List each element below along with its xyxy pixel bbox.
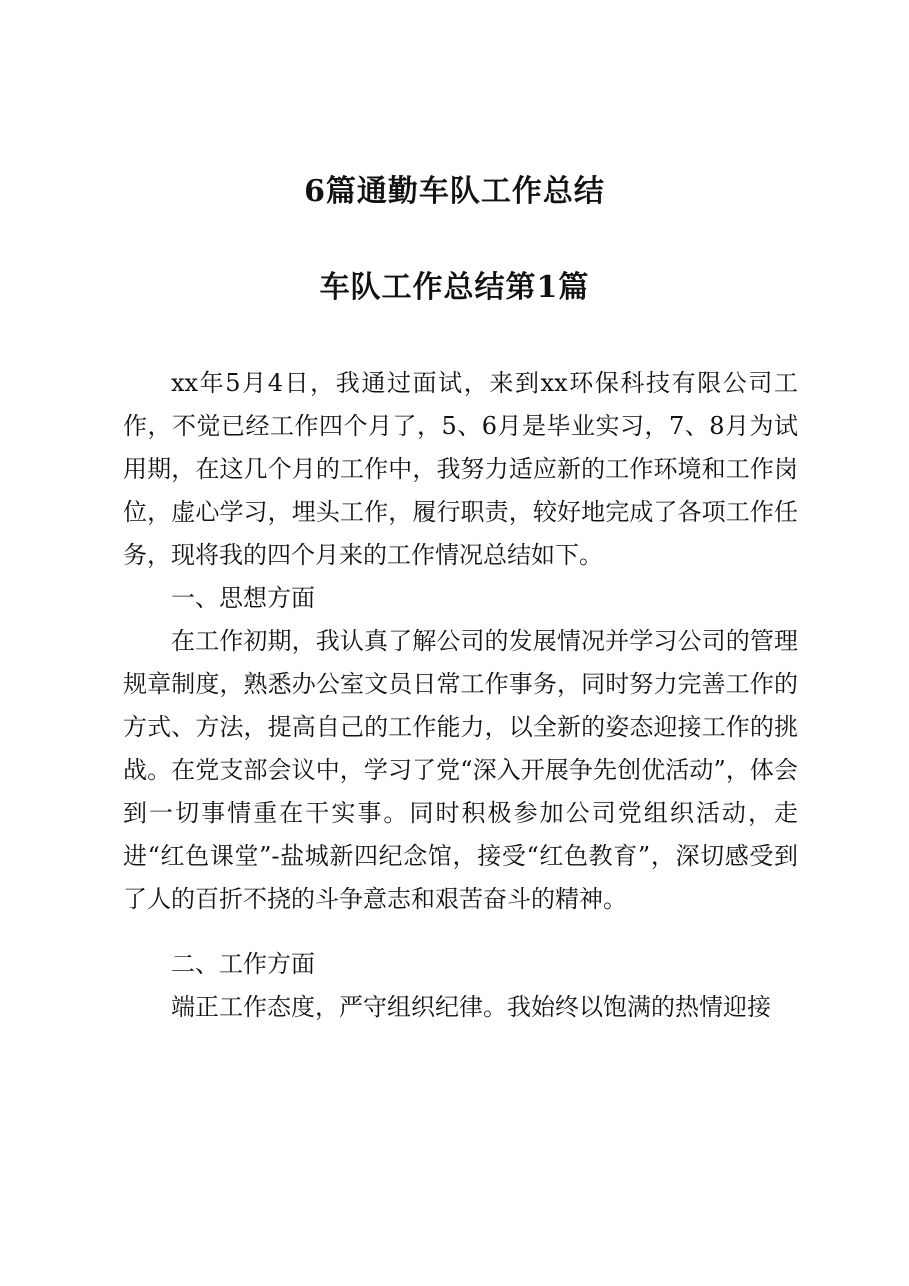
heading-thought: 一、思想方面: [171, 584, 315, 612]
heading-work: 二、工作方面: [171, 950, 315, 978]
document-title: 6篇通勤车队工作总结: [304, 174, 605, 209]
paragraph-work: 端正工作态度，严守组织纪律。我始终以饱满的热情迎接: [171, 993, 771, 1021]
document-body: [123, 362, 798, 1029]
paragraph-gap: [123, 921, 798, 943]
paragraph-thought: 在工作初期，我认真了解公司的发展情况并学习公司的管理规章制度，熟悉办公室文员日常工作事务，同时努力完善工作的方式、方法，提高自己的工作能力，以全新的姿态迎接工作的挑战。在党支部会议中，学习了党“深入开展争先创优活动”，体会到一切事情重在干实事。同时积极参加公司党组织活动，走进“红色课堂”-盐城新四纪念馆，接受“红色教育”，深切感受到了人的百折不挠的斗争意志和艰苦奋斗的精神。: [123, 627, 798, 913]
paragraph-intro: xx年5月4日，我通过面试，来到xx环保科技有限公司工作，不觉已经工作四个月了，5、6月是毕业实习，7、8月为试用期，在这几个月的工作中，我努力适应新的工作环境和工作岗位，虚心学习，埋头工作，履行职责，较好地完成了各项工作任务，现将我的四个月来的工作情况总结如下。: [123, 369, 798, 569]
section-title: 车队工作总结第1篇: [319, 270, 590, 305]
